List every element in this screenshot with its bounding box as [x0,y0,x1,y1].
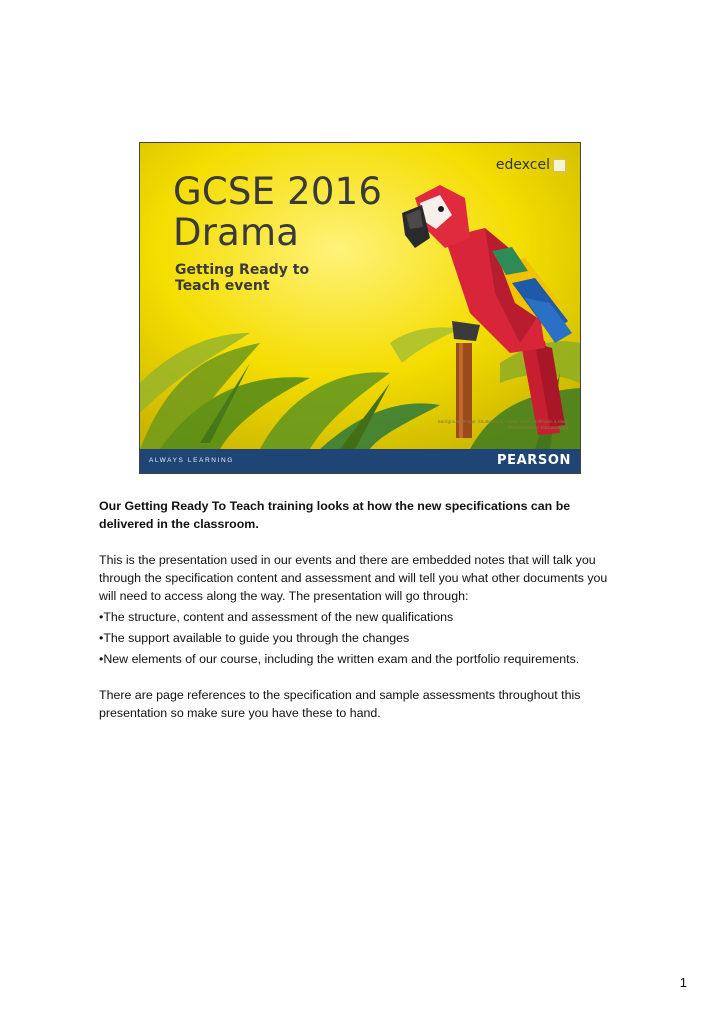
slide-footer-bar [140,449,580,473]
edexcel-logo [496,157,566,173]
tagline: ALWAYS LEARNING [149,457,234,464]
speaker-notes [99,497,619,722]
brand-name: edexcel [495,157,550,173]
slide-title [173,171,382,253]
notes-closing: There are page references to the specification and sample assessments throughout this presentation so make sure you have these to hand. [99,688,581,720]
publisher-logo: PEARSON [497,453,571,468]
logo-square-icon [553,159,566,172]
notes-bullet: •The support available to guide you through the changes [99,631,410,645]
subtitle-line-2: Teach event [175,278,270,294]
page-number: 1 [679,975,687,990]
title-line-1: GCSE 2016 [173,170,383,213]
notes-bullet: •The structure, content and assessment of the new qualifications [99,610,454,624]
subtitle-line-1: Getting Ready to [175,262,310,278]
slide-subtitle [175,262,309,294]
title-line-2: Drama [173,211,300,254]
notes-intro: Our Getting Ready To Teach training looks at how the new specifications can be delivered in the classroom. [99,499,571,531]
notes-bullet: •New elements of our course, including the written exam and the portfolio requirements. [99,652,580,666]
notes-paragraph: This is the presentation used in our events and there are embedded notes that will talk you through the specification content and assessment and will tell you what other documents you will need to access along the way. The presentation will go through: [99,553,608,603]
image-credit: Background image: Shutterstock; Parrot: Justin Hoffmann & Mark Bushe/Pearson Education Ltd [437,419,568,430]
slide-thumbnail [139,142,581,474]
